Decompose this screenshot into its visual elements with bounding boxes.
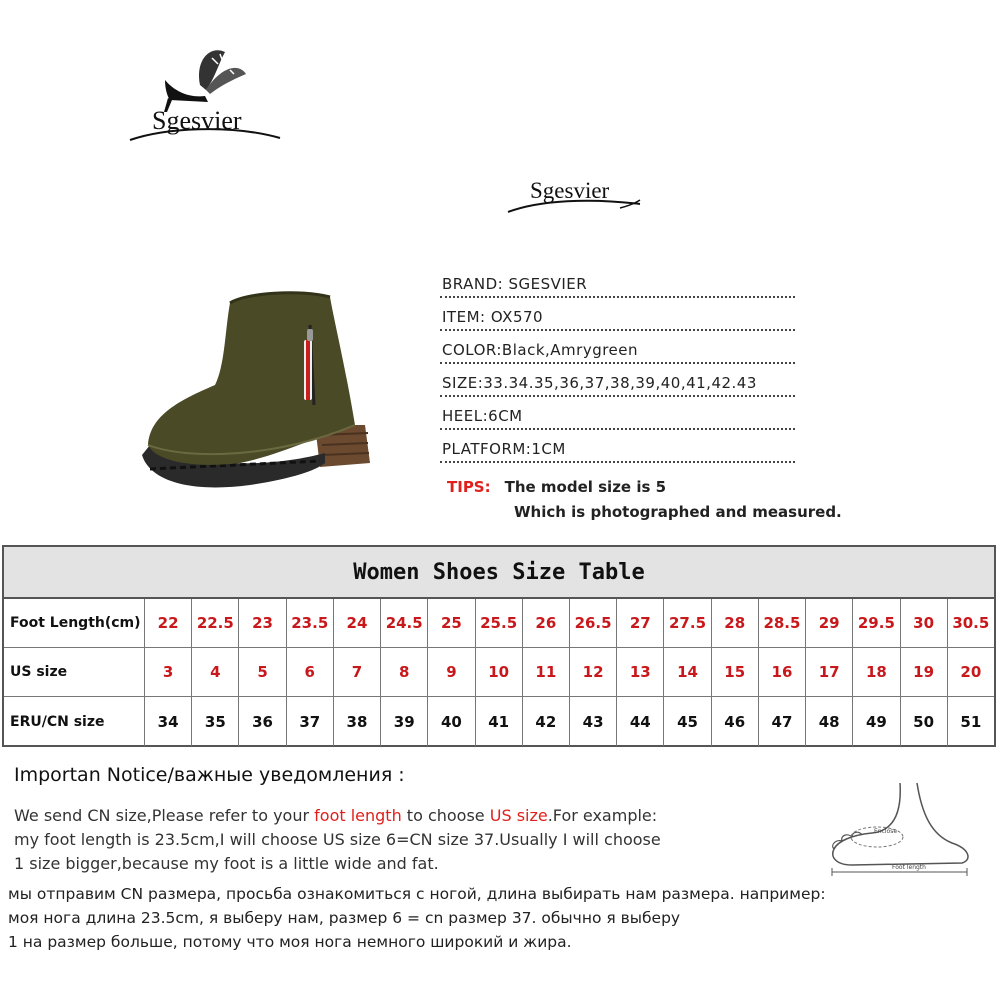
notice-ru-line-2: моя нога длина 23.5cm, я выберу нам, размер 6 = cn размер 37. обычно я выберу <box>8 909 681 927</box>
enclose-label: Enclose <box>874 828 898 835</box>
tips-line-1: The model size is 5 <box>504 478 667 496</box>
spec-brand: BRAND: SGESVIER <box>440 265 795 298</box>
table-cell: 24 <box>334 599 381 647</box>
highlight-us-size: US size <box>489 806 548 825</box>
tips-label: TIPS: <box>447 478 491 496</box>
foot-measure-icon <box>822 775 982 880</box>
table-cell: 16 <box>759 648 806 696</box>
table-cell: 47 <box>759 697 806 746</box>
table-cell: 38 <box>334 697 381 746</box>
table-cell: 19 <box>901 648 948 696</box>
size-table <box>2 545 996 747</box>
table-cell: 13 <box>617 648 664 696</box>
table-cell: 35 <box>192 697 239 746</box>
table-cell: 51 <box>960 712 982 731</box>
table-cell: 3 <box>145 648 192 696</box>
table-cell: 30.5 <box>952 614 990 632</box>
table-cell: 42 <box>523 697 570 746</box>
table-cell: 6 <box>287 648 334 696</box>
table-cell: 43 <box>570 697 617 746</box>
brand-logo-small <box>500 170 650 230</box>
table-cell: 46 <box>712 697 759 746</box>
table-cell: 25.5 <box>476 599 523 647</box>
table-cell: 17 <box>806 648 853 696</box>
table-row-foot-length <box>4 599 994 648</box>
table-row-eru-cn-size <box>4 697 994 746</box>
table-cell: 23 <box>239 599 286 647</box>
notice-title: Importan Notice/важные уведомления : <box>14 764 405 786</box>
spec-item: ITEM: OX570 <box>440 298 795 331</box>
notice-english <box>14 804 661 876</box>
table-cell: 29.5 <box>853 599 900 647</box>
foot-length-label: Foot length <box>892 864 926 871</box>
tips-line-2: Which is photographed and measured. <box>514 503 842 521</box>
table-cell: 7 <box>334 648 381 696</box>
highlight-foot-length: foot length <box>314 806 402 825</box>
notice-en-line-3: 1 size bigger,because my foot is a little wide and fat. <box>14 854 439 873</box>
notice-en-line-2: my foot length is 23.5cm,I will choose US size 6=CN size 37.Usually I will choose <box>14 830 661 849</box>
spec-platform: PLATFORM:1CM <box>440 430 795 463</box>
table-cell: 28.5 <box>759 599 806 647</box>
table-cell: 34 <box>145 697 192 746</box>
table-cell: 45 <box>664 697 711 746</box>
table-cell: 28 <box>712 599 759 647</box>
table-cell: 5 <box>239 648 286 696</box>
table-cell: 9 <box>428 648 475 696</box>
table-cell: 11 <box>523 648 570 696</box>
table-cell: 26 <box>523 599 570 647</box>
butterfly-heel-icon <box>120 40 290 160</box>
table-cell: 40 <box>428 697 475 746</box>
table-cell: 37 <box>287 697 334 746</box>
table-cell: 22.5 <box>192 599 239 647</box>
table-cell: 20 <box>960 663 982 681</box>
table-cell: 44 <box>617 697 664 746</box>
table-row-us-size <box>4 648 994 697</box>
notice-ru-line-3: 1 на размер больше, потому что моя нога немного широкий и жира. <box>8 933 572 951</box>
table-cell: 25 <box>428 599 475 647</box>
foot-diagram <box>822 775 982 880</box>
row-header: ERU/CN size <box>4 697 145 746</box>
table-cell: 27.5 <box>664 599 711 647</box>
table-cell: 30 <box>901 599 948 647</box>
spec-color: COLOR:Black,Amrygreen <box>440 331 795 364</box>
table-cell: 26.5 <box>570 599 617 647</box>
table-cell: 41 <box>476 697 523 746</box>
table-cell: 48 <box>806 697 853 746</box>
table-cell: 14 <box>664 648 711 696</box>
notice-en-line-1: We send CN size,Please refer to your foot length to choose US size.For example: <box>14 806 658 825</box>
brand-wordmark-small: Sgesvier <box>530 178 610 203</box>
table-cell: 24.5 <box>381 599 428 647</box>
table-cell: 18 <box>853 648 900 696</box>
notice-russian <box>8 882 826 954</box>
size-table-title: Women Shoes Size Table <box>4 547 994 599</box>
table-cell: 12 <box>570 648 617 696</box>
tips <box>447 478 666 496</box>
row-header: Foot Length(cm) <box>4 599 145 647</box>
table-cell: 15 <box>712 648 759 696</box>
table-cell: 22 <box>145 599 192 647</box>
table-cell: 39 <box>381 697 428 746</box>
table-cell: 10 <box>476 648 523 696</box>
product-specs <box>440 265 795 463</box>
row-header: US size <box>4 648 145 696</box>
ankle-boot-icon <box>130 285 390 505</box>
table-cell: 23.5 <box>287 599 334 647</box>
spec-size: SIZE:33.34.35,36,37,38,39,40,41,42.43 <box>440 364 795 397</box>
brand-wordmark: Sgesvier <box>152 106 242 135</box>
table-cell: 36 <box>239 697 286 746</box>
table-cell: 4 <box>192 648 239 696</box>
table-cell: 49 <box>853 697 900 746</box>
brand-logo <box>120 40 290 160</box>
notice-ru-line-1: мы отправим CN размера, просьба ознакомиться с ногой, длина выбирать нам размера. например: <box>8 885 826 903</box>
spec-heel: HEEL:6CM <box>440 397 795 430</box>
table-cell: 27 <box>617 599 664 647</box>
table-cell: 29 <box>806 599 853 647</box>
table-cell: 8 <box>381 648 428 696</box>
boot-image <box>130 285 390 505</box>
table-cell: 50 <box>901 697 948 746</box>
